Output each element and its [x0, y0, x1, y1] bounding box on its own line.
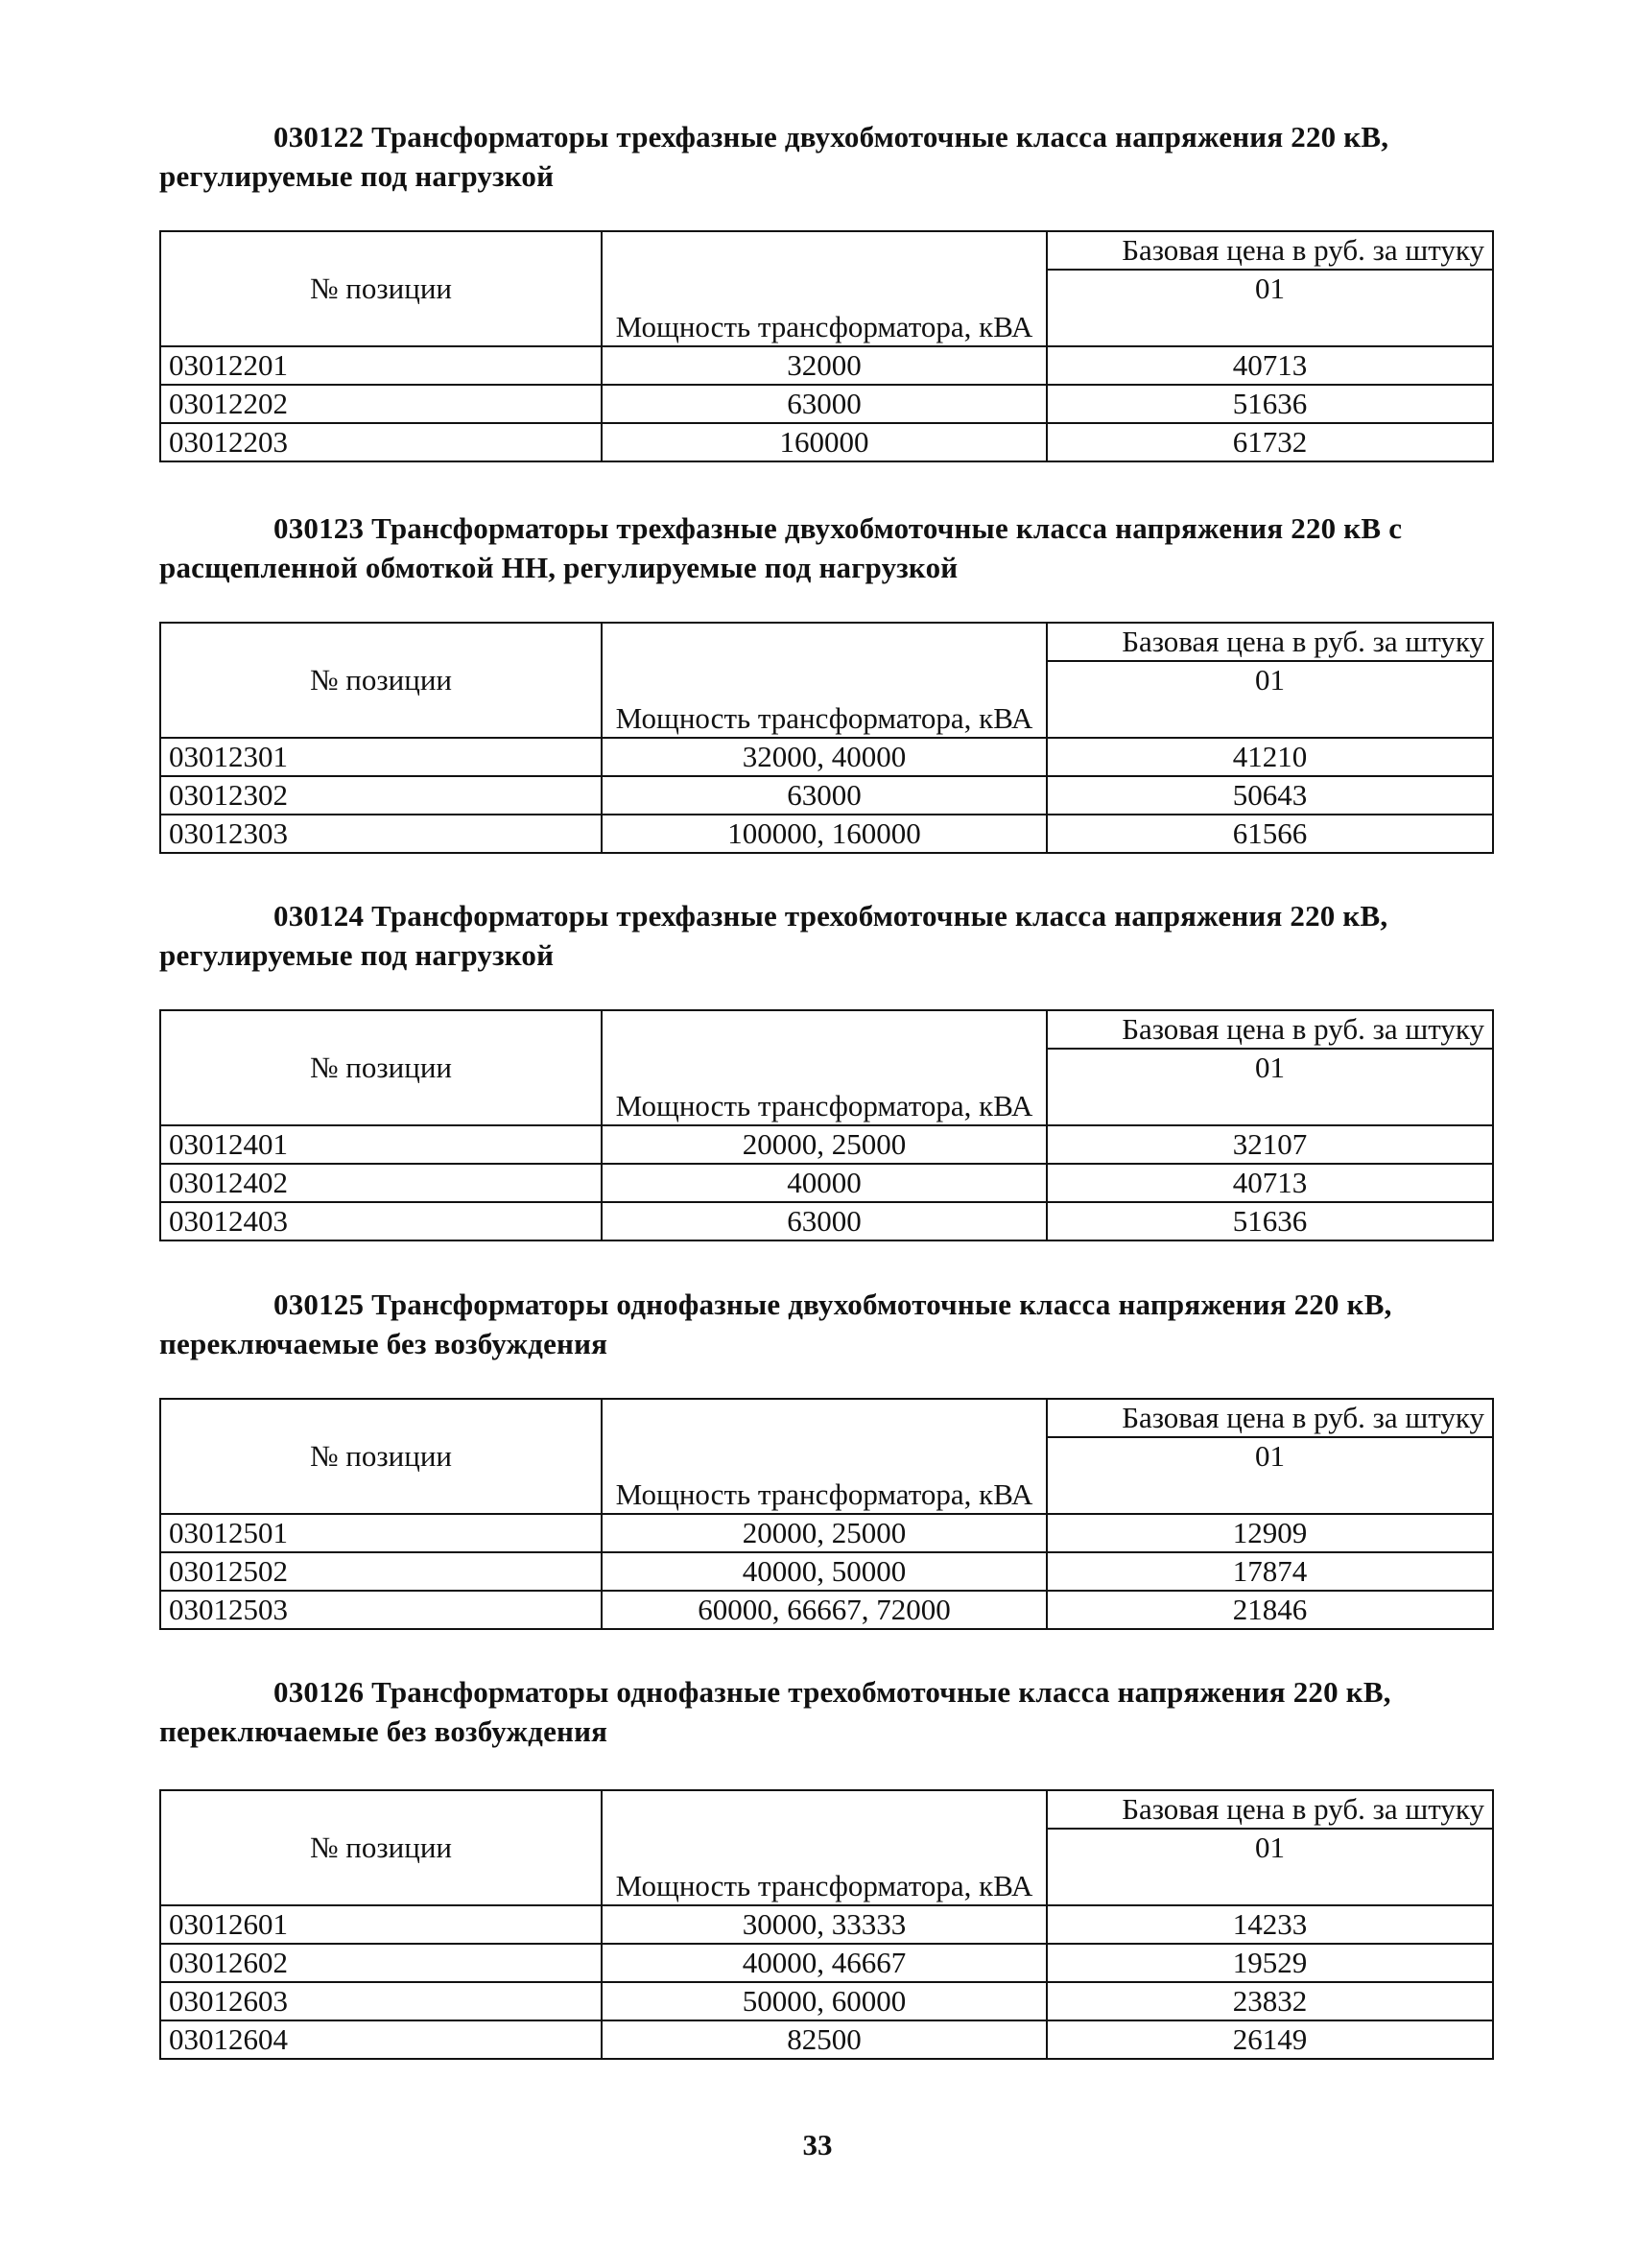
position-cell: 03012402: [160, 1164, 602, 1202]
power-cell: 63000: [602, 385, 1047, 423]
position-cell: 03012401: [160, 1125, 602, 1164]
section-030122: [159, 117, 1493, 459]
page-number: 33: [802, 2128, 833, 2162]
price-table: [159, 1398, 1494, 1630]
column-header-price: Базовая цена в руб. за штуку: [1047, 1790, 1493, 1829]
position-cell: 03012502: [160, 1552, 602, 1591]
table-row: [160, 1944, 1493, 1982]
price-cell: 51636: [1047, 1202, 1493, 1240]
column-header-power: Мощность трансформатора, кВА: [602, 231, 1047, 346]
power-cell: 82500: [602, 2020, 1047, 2059]
power-cell: 20000, 25000: [602, 1125, 1047, 1164]
section-030123: [159, 508, 1493, 850]
column-header-power: Мощность трансформатора, кВА: [602, 623, 1047, 738]
column-header-position: № позиции: [160, 231, 602, 346]
column-header-price-code: 01: [1047, 1049, 1493, 1125]
column-header-price: Базовая цена в руб. за штуку: [1047, 623, 1493, 661]
column-header-power: Мощность трансформатора, кВА: [602, 1790, 1047, 1905]
table-row: [160, 346, 1493, 385]
section-heading: 030124 Трансформаторы трехфазные трехобмоточные класса напряжения 220 кВ, регулируемые под нагрузкой: [159, 899, 1388, 972]
price-table: [159, 622, 1494, 854]
position-cell: 03012302: [160, 776, 602, 815]
power-cell: 60000, 66667, 72000: [602, 1591, 1047, 1629]
position-cell: 03012501: [160, 1514, 602, 1552]
section-030124: [159, 896, 1493, 1238]
position-cell: 03012604: [160, 2020, 602, 2059]
price-table: [159, 1789, 1494, 2060]
column-header-position: № позиции: [160, 1790, 602, 1905]
table-row: [160, 1591, 1493, 1629]
position-cell: 03012503: [160, 1591, 602, 1629]
table-row: [160, 1202, 1493, 1240]
power-cell: 160000: [602, 423, 1047, 461]
power-cell: 40000, 46667: [602, 1944, 1047, 1982]
table-row: [160, 738, 1493, 776]
price-table: [159, 1009, 1494, 1241]
price-cell: 32107: [1047, 1125, 1493, 1164]
position-cell: 03012202: [160, 385, 602, 423]
position-cell: 03012603: [160, 1982, 602, 2020]
section-030125: [159, 1285, 1493, 1626]
power-cell: 50000, 60000: [602, 1982, 1047, 2020]
position-cell: 03012602: [160, 1944, 602, 1982]
column-header-price: Базовая цена в руб. за штуку: [1047, 231, 1493, 270]
price-cell: 40713: [1047, 1164, 1493, 1202]
table-row: [160, 2020, 1493, 2059]
price-cell: 61566: [1047, 815, 1493, 853]
table-row: [160, 1125, 1493, 1164]
table-row: [160, 1982, 1493, 2020]
column-header-price: Базовая цена в руб. за штуку: [1047, 1399, 1493, 1437]
table-row: [160, 1514, 1493, 1552]
table-row: [160, 423, 1493, 461]
column-header-power: Мощность трансформатора, кВА: [602, 1010, 1047, 1125]
power-cell: 40000: [602, 1164, 1047, 1202]
column-header-price-code: 01: [1047, 1829, 1493, 1905]
column-header-position: № позиции: [160, 623, 602, 738]
price-cell: 40713: [1047, 346, 1493, 385]
section-heading: 030126 Трансформаторы однофазные трехобмоточные класса напряжения 220 кВ, переключаемые без возбуждения: [159, 1675, 1391, 1748]
price-cell: 51636: [1047, 385, 1493, 423]
price-cell: 12909: [1047, 1514, 1493, 1552]
price-cell: 50643: [1047, 776, 1493, 815]
power-cell: 63000: [602, 776, 1047, 815]
power-cell: 30000, 33333: [602, 1905, 1047, 1944]
position-cell: 03012301: [160, 738, 602, 776]
price-table: [159, 230, 1494, 462]
column-header-price-code: 01: [1047, 661, 1493, 738]
table-row: [160, 1905, 1493, 1944]
price-cell: 19529: [1047, 1944, 1493, 1982]
price-cell: 26149: [1047, 2020, 1493, 2059]
table-row: [160, 1164, 1493, 1202]
price-cell: 21846: [1047, 1591, 1493, 1629]
price-cell: 41210: [1047, 738, 1493, 776]
column-header-price-code: 01: [1047, 270, 1493, 346]
position-cell: 03012203: [160, 423, 602, 461]
price-cell: 61732: [1047, 423, 1493, 461]
power-cell: 100000, 160000: [602, 815, 1047, 853]
table-row: [160, 815, 1493, 853]
power-cell: 20000, 25000: [602, 1514, 1047, 1552]
column-header-position: № позиции: [160, 1010, 602, 1125]
power-cell: 40000, 50000: [602, 1552, 1047, 1591]
position-cell: 03012403: [160, 1202, 602, 1240]
column-header-power: Мощность трансформатора, кВА: [602, 1399, 1047, 1514]
power-cell: 32000, 40000: [602, 738, 1047, 776]
section-heading: 030123 Трансформаторы трехфазные двухобмоточные класса напряжения 220 кВ с расщепленной обмоткой НН, регулируемые под нагрузкой: [159, 511, 1403, 584]
position-cell: 03012601: [160, 1905, 602, 1944]
position-cell: 03012303: [160, 815, 602, 853]
section-heading: 030125 Трансформаторы однофазные двухобмоточные класса напряжения 220 кВ, переключаемые без возбуждения: [159, 1288, 1392, 1360]
price-cell: 14233: [1047, 1905, 1493, 1944]
power-cell: 63000: [602, 1202, 1047, 1240]
section-heading: 030122 Трансформаторы трехфазные двухобмоточные класса напряжения 220 кВ, регулируемые под нагрузкой: [159, 120, 1389, 193]
price-cell: 17874: [1047, 1552, 1493, 1591]
column-header-position: № позиции: [160, 1399, 602, 1514]
column-header-price-code: 01: [1047, 1437, 1493, 1514]
table-row: [160, 1552, 1493, 1591]
table-row: [160, 385, 1493, 423]
price-cell: 23832: [1047, 1982, 1493, 2020]
table-row: [160, 776, 1493, 815]
power-cell: 32000: [602, 346, 1047, 385]
section-030126: [159, 1672, 1493, 2056]
column-header-price: Базовая цена в руб. за штуку: [1047, 1010, 1493, 1049]
position-cell: 03012201: [160, 346, 602, 385]
